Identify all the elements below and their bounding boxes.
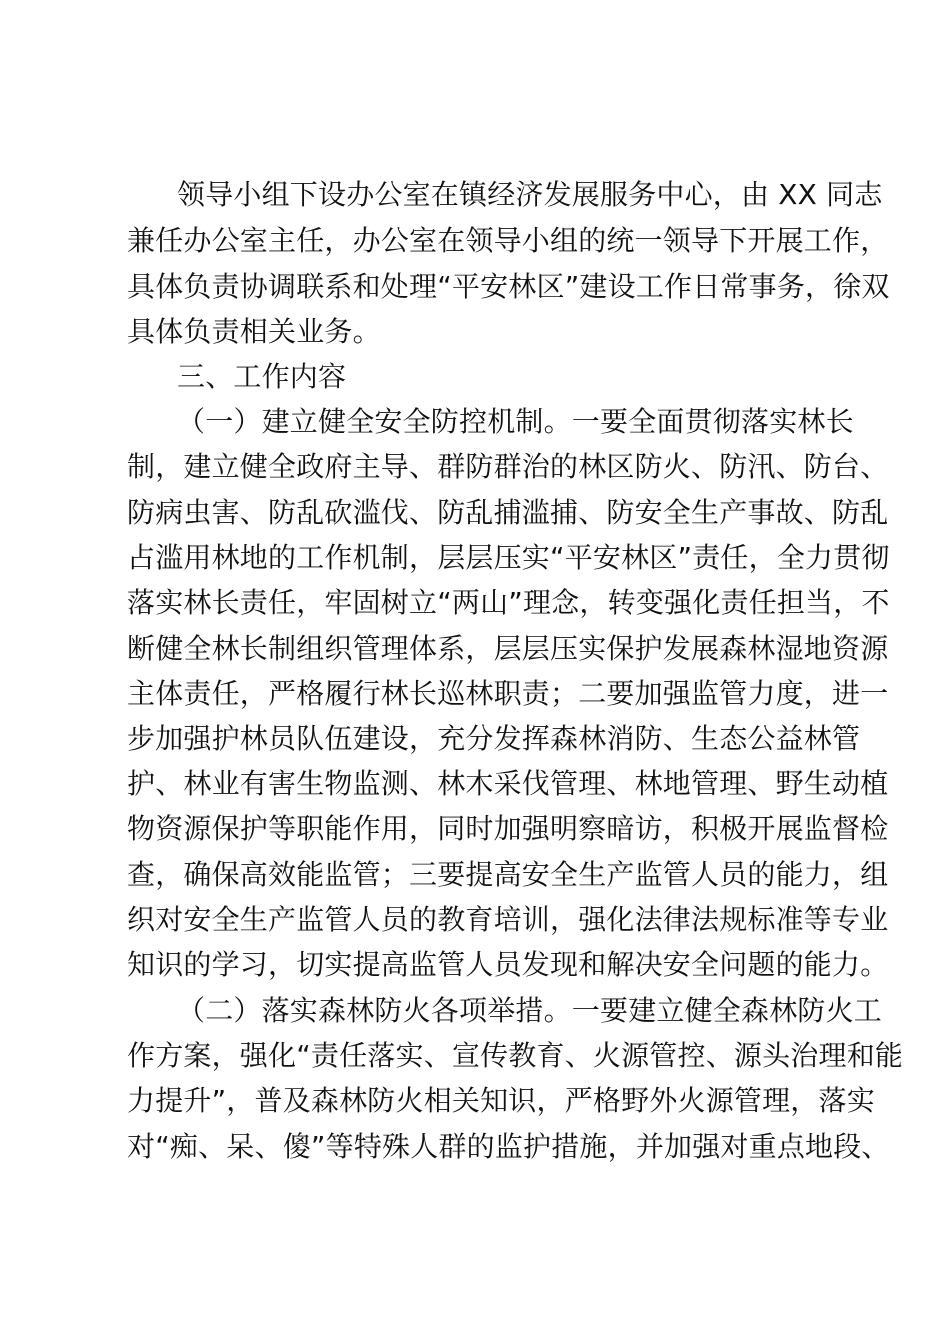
paragraph-line: 断健全林长制组织管理体系，层层压实保护发展森林湿地资源 — [127, 632, 889, 665]
paragraph-line: 领导小组下设办公室在镇经济发展服务中心，由 XX 同志 — [177, 178, 883, 211]
paragraph-line: 兼任办公室主任，办公室在领导小组的统一领导下开展工作， — [127, 224, 889, 257]
paragraph-line: 护、林业有害生物监测、林木采伐管理、林地管理、野生动植 — [127, 767, 889, 800]
paragraph-line: 力提升”，普及森林防火相关知识，严格野外火源管理，落实 — [127, 1084, 875, 1117]
paragraph-line: （二）落实森林防火各项举措。一要建立健全森林防火工 — [177, 994, 883, 1027]
paragraph-line: 具体负责协调联系和处理“平安林区”建设工作日常事务，徐双 — [127, 270, 890, 303]
paragraph-line: 查，确保高效能监管；三要提高安全生产监管人员的能力，组 — [127, 858, 889, 891]
paragraph-line: 落实林长责任，牢固树立“两山”理念，转变强化责任担当，不 — [127, 586, 890, 619]
paragraph-line: （一）建立健全安全防控机制。一要全面贯彻落实林长 — [177, 405, 854, 438]
paragraph-line: 制，建立健全政府主导、群防群治的林区防火、防汛、防台、 — [127, 450, 889, 483]
paragraph-line: 作方案，强化“责任落实、宣传教育、火源管控、源头治理和能 — [127, 1039, 904, 1072]
paragraph-line: 占滥用林地的工作机制，层层压实“平安林区”责任，全力贯彻 — [127, 541, 890, 574]
paragraph-line: 对“痴、呆、傻”等特殊人群的监护措施，并加强对重点地段、 — [127, 1130, 890, 1163]
paragraph-line: 主体责任，严格履行林长巡林职责；二要加强监管力度，进一 — [127, 677, 889, 710]
paragraph-line: 知识的学习，切实提高监管人员发现和解决安全问题的能力。 — [127, 948, 889, 981]
section-heading: 三、工作内容 — [177, 360, 347, 393]
paragraph-line: 织对安全生产监管人员的教育培训，强化法律法规标准等专业 — [127, 903, 889, 936]
paragraph-line: 防病虫害、防乱砍滥伐、防乱捕滥捕、防安全生产事故、防乱 — [127, 496, 889, 529]
paragraph-line: 物资源保护等职能作用，同时加强明察暗访，积极开展监督检 — [127, 812, 889, 845]
paragraph-line: 具体负责相关业务。 — [127, 315, 381, 348]
paragraph-line: 步加强护林员队伍建设，充分发挥森林消防、生态公益林管 — [127, 722, 861, 755]
